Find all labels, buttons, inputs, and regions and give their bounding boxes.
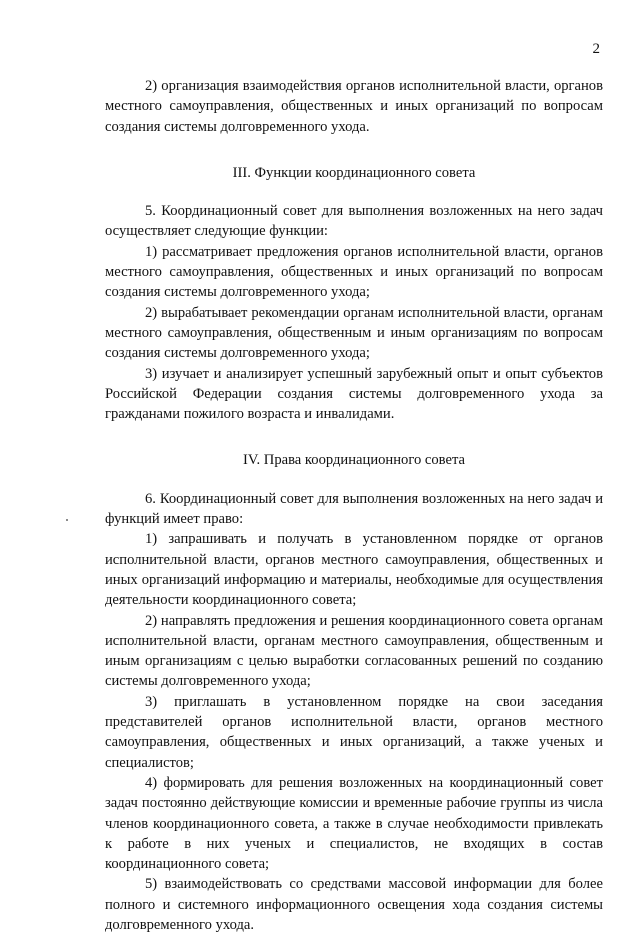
document-body: [105, 76, 603, 935]
section3-item-1: 1) рассматривает предложения органов исполнительной власти, органов местного самоуправления, общественных и иных организаций по вопросам создания системы долговременного ухода;: [105, 243, 603, 301]
page-number: 2: [592, 41, 600, 57]
section4-item-3: 3) приглашать в установленном порядке на свои заседания представителей органов исполнительной власти, органов местного самоуправления, общественных и иных организаций, а также ученых и специалистов;: [105, 693, 603, 771]
section4-item-1: 1) запрашивать и получать в установленном порядке от органов исполнительной власти, органов местного самоуправления, общественных и иных организаций информацию и материалы, необходимые для осуществления деятельности координационного совета;: [105, 531, 603, 609]
section3-intro: 5. Координационный совет для выполнения возложенных на него задач осуществляет следующие функции:: [105, 203, 603, 240]
section4-heading: IV. Права координационного совета: [242, 452, 465, 469]
section4-item-5: 5) взаимодействовать со средствами массовой информации для более полного и системного информационного освещения хода создания системы долговременного ухода.: [105, 876, 603, 933]
section3-item-2: 2) вырабатывает рекомендации органам исполнительной власти, органам местного самоуправления, общественным и иным организациям по вопросам создания системы долговременного ухода;: [105, 304, 603, 362]
section2-item-2: 2) организация взаимодействия органов исполнительной власти, органов местного самоуправления, общественных и иных организаций по вопросам создания системы долговременного ухода.: [105, 78, 603, 135]
section4-intro: 6. Координационный совет для выполнения возложенных на него задач и функций имеет право:: [105, 490, 603, 528]
section4-item-2: 2) направлять предложения и решения координационного совета органам исполнительной власти, органам местного самоуправления, общественным и иным организациям с целью выработки согласованных решений по созданию системы долговременного ухода;: [105, 612, 603, 690]
section4-item-4: 4) формировать для решения возложенных на координационный совет задач постоянно действующие комиссии и временные рабочие группы из числа членов координационного совета, а также в случае необходимости привлекать к работе в них ученых и специалистов, не входящих в состав координационного совета;: [105, 774, 603, 873]
margin-mark: [66, 519, 68, 521]
section3-heading: III. Функции координационного совета: [232, 164, 476, 181]
section3-item-3: 3) изучает и анализирует успешный зарубежный опыт и опыт субъектов Российской Федерации создания системы долговременного ухода за гражданами пожилого возраста и инвалидами.: [105, 365, 603, 423]
